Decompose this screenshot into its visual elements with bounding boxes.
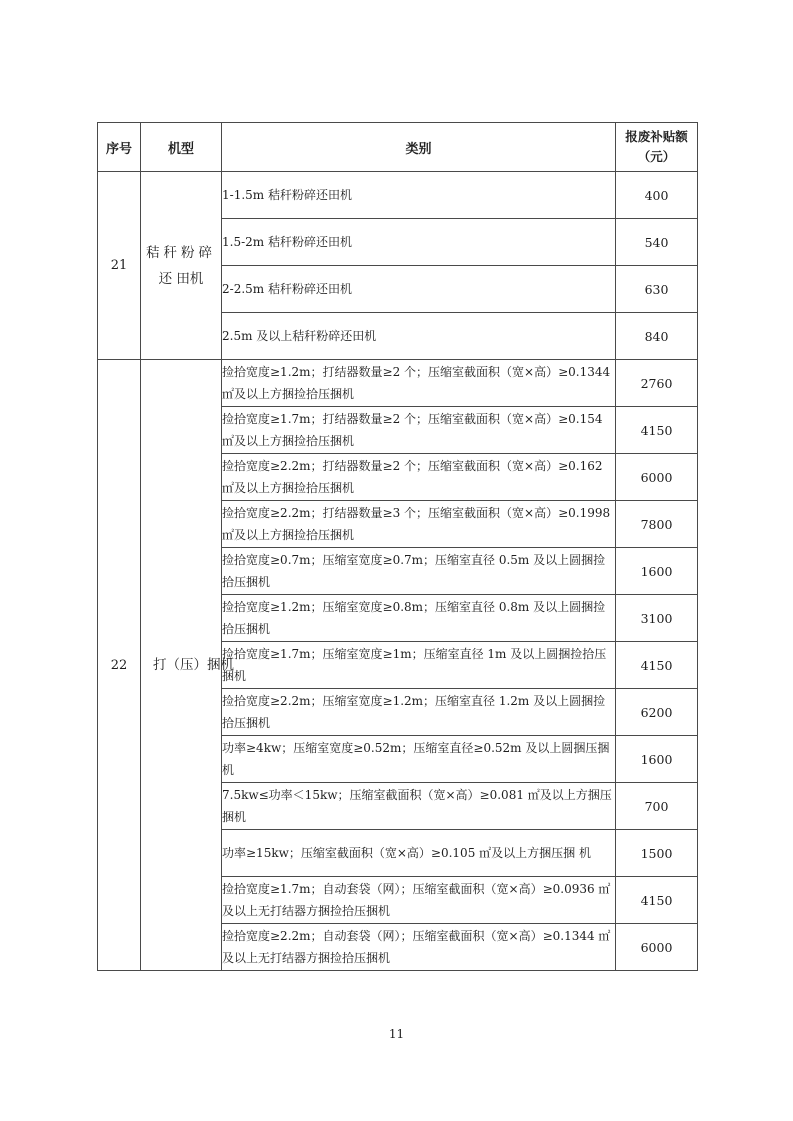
category-cell: 功率≥15kw；压缩室截面积（宽×高）≥0.105 ㎡及以上方捆压捆 机 xyxy=(222,830,616,877)
amount-cell: 6000 xyxy=(616,924,698,971)
amount-cell: 1600 xyxy=(616,736,698,783)
amount-cell: 7800 xyxy=(616,501,698,548)
category-cell: 捡拾宽度≥2.2m；自动套袋（网）；压缩室截面积（宽×高）≥0.1344 ㎡及以上无打结器方捆捡拾压捆机 xyxy=(222,924,616,971)
category-cell: 捡拾宽度≥1.7m；打结器数量≥2 个；压缩室截面积（宽×高）≥0.154 ㎡及以上方捆捡拾压捆机 xyxy=(222,407,616,454)
category-cell: 捡拾宽度≥1.2m；压缩室宽度≥0.8m；压缩室直径 0.8m 及以上圆捆捡拾压捆机 xyxy=(222,595,616,642)
model-21-line1: 秸秆粉碎 xyxy=(146,244,216,261)
amount-cell: 4150 xyxy=(616,642,698,689)
subsidy-table xyxy=(97,122,698,971)
model-cell-22 xyxy=(141,360,234,971)
category-cell: 2.5m 及以上秸秆粉碎还田机 xyxy=(222,313,616,360)
model-cell-21 xyxy=(141,172,222,360)
amount-cell: 700 xyxy=(616,783,698,830)
amount-cell: 540 xyxy=(616,219,698,266)
category-cell: 7.5kw≤功率＜15kw；压缩室截面积（宽×高）≥0.081 ㎡及以上方捆压捆机 xyxy=(222,783,616,830)
header-category: 类别 xyxy=(222,123,616,172)
amount-cell: 6200 xyxy=(616,689,698,736)
model-22-label: 打（压）捆机 xyxy=(153,657,234,673)
category-cell: 捡拾宽度≥1.2m；打结器数量≥2 个；压缩室截面积（宽×高）≥0.1344 ㎡及以上方捆捡拾压捆机 xyxy=(222,360,616,407)
amount-cell: 1600 xyxy=(616,548,698,595)
category-cell: 捡拾宽度≥2.2m；打结器数量≥2 个；压缩室截面积（宽×高）≥0.162 ㎡及以上方捆捡拾压捆机 xyxy=(222,454,616,501)
header-amount-line2: （元） xyxy=(637,149,676,164)
seq-cell-22: 22 xyxy=(98,360,141,971)
category-cell: 捡拾宽度≥2.2m；压缩室宽度≥1.2m；压缩室直径 1.2m 及以上圆捆捡拾压捆机 xyxy=(222,689,616,736)
page-number: 11 xyxy=(388,1027,405,1041)
amount-cell: 4150 xyxy=(616,407,698,454)
header-model: 机型 xyxy=(141,123,222,172)
category-cell: 捡拾宽度≥2.2m；打结器数量≥3 个；压缩室截面积（宽×高）≥0.1998 ㎡及以上方捆捡拾压捆机 xyxy=(222,501,616,548)
header-row xyxy=(98,123,698,172)
amount-cell: 3100 xyxy=(616,595,698,642)
table-row xyxy=(98,360,698,407)
amount-cell: 1500 xyxy=(616,830,698,877)
amount-cell: 4150 xyxy=(616,877,698,924)
amount-cell: 630 xyxy=(616,266,698,313)
category-cell: 捡拾宽度≥1.7m；自动套袋（网）；压缩室截面积（宽×高）≥0.0936 ㎡及以上无打结器方捆捡拾压捆机 xyxy=(222,877,616,924)
category-cell: 1.5-2m 秸秆粉碎还田机 xyxy=(222,219,616,266)
amount-cell: 2760 xyxy=(616,360,698,407)
category-cell: 1-1.5m 秸秆粉碎还田机 xyxy=(222,172,616,219)
header-amount-line1: 报废补贴额 xyxy=(625,129,688,144)
table-row xyxy=(98,172,698,219)
amount-cell: 400 xyxy=(616,172,698,219)
header-seq: 序号 xyxy=(98,123,141,172)
amount-cell: 840 xyxy=(616,313,698,360)
category-cell: 捡拾宽度≥1.7m；压缩室宽度≥1m；压缩室直径 1m 及以上圆捆捡拾压捆机 xyxy=(222,642,616,689)
category-cell: 功率≥4kw；压缩室宽度≥0.52m；压缩室直径≥0.52m 及以上圆捆压捆机 xyxy=(222,736,616,783)
header-amount xyxy=(616,123,698,172)
model-21-line2: 还 田机 xyxy=(158,270,204,287)
category-cell: 2-2.5m 秸秆粉碎还田机 xyxy=(222,266,616,313)
seq-cell-21: 21 xyxy=(98,172,141,360)
category-cell: 捡拾宽度≥0.7m；压缩室宽度≥0.7m；压缩室直径 0.5m 及以上圆捆捡拾压捆机 xyxy=(222,548,616,595)
amount-cell: 6000 xyxy=(616,454,698,501)
